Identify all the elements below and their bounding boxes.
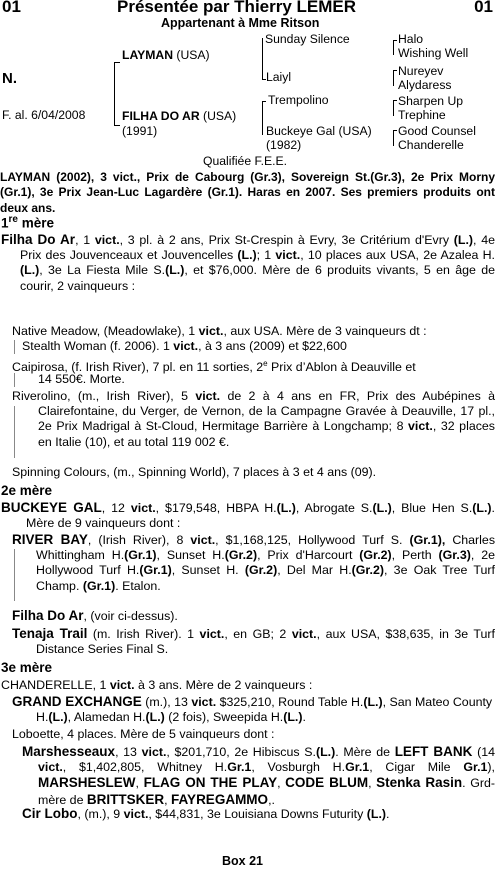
sire-name: LAYMAN (USA) <box>122 48 210 62</box>
dsd: Trephine <box>398 108 446 122</box>
qualification: Qualifiée F.E.E. <box>203 154 287 168</box>
produce-spinning-colours: Spinning Colours, (m., Spinning World), 7 places à 3 et 4 ans (09). <box>12 465 377 479</box>
dam-year: (1991) <box>122 124 158 138</box>
lot-number-right: 01 <box>474 0 493 16</box>
produce-grand-exchange: GRAND EXCHANGE (m.), 13 vict. $325,210, Round Table H.(L.), San Mateo County H.(L.), Alamedan H.(L.) (2 fois), Sweepida H.(L.). <box>12 694 493 725</box>
lot-number-left: 01 <box>2 0 21 16</box>
first-dam-heading: 1re mère <box>1 214 54 231</box>
ssd: Wishing Well <box>398 46 469 60</box>
produce-loboette: Loboette, 4 places. Mère de 5 vainqueurs dont : <box>12 727 275 741</box>
third-dam-paragraph: CHANDERELLE, 1 vict. à 3 ans. Mère de 2 vainqueurs : <box>1 678 313 692</box>
dds: Good Counsel <box>398 124 476 138</box>
produce-river-bay: RIVER BAY, (Irish River), 8 vict., $1,168,125, Hollywood Turf S. (Gr.1), Charles Whittingham H.(Gr.1), Sunset H.(Gr.2), Prix d'Harcourt (Gr.2), Perth (Gr.3), 2e Hollywood Turf H.(Gr.1), Sunset H. (Gr.2), Del Mar H.(Gr.2), 3e Oak Tree Turf Champ. (Gr.1). Etalon. <box>12 532 496 593</box>
ddd: Chanderelle <box>398 138 464 152</box>
first-dam-paragraph: Filha Do Ar, 1 vict., 3 pl. à 2 ans, Prix St-Crespin à Evry, 3e Critérium d'Evry (L.), 4e Prix des Jouvenceaux et Jouvencelles (L.); 1 vict., 10 places aux USA, 2e Azalea H.(L.), 3e La Fiesta Mile S.(L.), et $76,000. Mère de 6 produits vivants, 5 en âge de courir, 2 vainqueurs : <box>1 232 496 293</box>
produce-riverolino: Riverolino, (m., Irish River), 5 vict. de 2 à 4 ans en FR, Prix des Aubépines à Clairefontaine, du Verger, de Vernon, de la Campagne Gravée à Deauville, 17 pl., 2e Prix Madrigal à St-Cloud, Hermitage Barrière à Longchamp; 8 vict., 32 places en Italie (10), et au total 119 002 €. <box>12 389 495 449</box>
produce-caipirosa: Caipirosa, (f. Irish River), 7 pl. en 11 sorties, 2e Prix d’Ablon à Deauville et <box>12 359 416 375</box>
dss: Sharpen Up <box>398 94 464 108</box>
second-dam-paragraph: BUCKEYE GAL, 12 vict., $179,548, HBPA H.(L.), Abrogate S.(L.), Blue Hen S.(L.). Mère de 9 vainqueurs dont : <box>1 500 495 531</box>
sire-sire: Sunday Silence <box>265 32 350 46</box>
second-dam-heading: 2e mère <box>1 483 53 498</box>
owner-line: Appartenant à Mme Ritson <box>161 16 320 30</box>
dam-dam-year: (1982) <box>266 138 302 152</box>
sire-paragraph: LAYMAN (2002), 3 vict., Prix de Cabourg (Gr.3), Sovereign St.(Gr.3), 2e Prix Morny (Gr.1), 3e Prix Jean-Luc Lagardère (Gr.1). Haras en 2007. Ses premiers produits ont deux ans. <box>0 170 495 215</box>
produce-filha-do-ar: Filha Do Ar, (voir ci-dessus). <box>12 608 178 623</box>
sire-dam: Laiyl <box>266 70 292 84</box>
sds: Nureyev <box>398 64 444 78</box>
produce-tenaja-trail: Tenaja Trail (m. Irish River). 1 vict., en GB; 2 vict., aux USA, $38,635, in 3e Turf Distance Series Final S. <box>12 626 495 657</box>
page-title: Présentée par Thierry LEMER <box>117 0 357 16</box>
produce-caipirosa-2: 14 550€. Morte. <box>38 372 125 386</box>
produce-marshesseaux: Marshesseaux, 13 vict., $201,710, 2e Hibiscus S.(L.). Mère de LEFT BANK (14 vict., $1,402,805, Whitney H.Gr.1, Vosburgh H.Gr.1, Cigar Mile Gr.1), MARSHESLEW, FLAG ON THE PLAY, CODE BLUM, Stenka Rasin. Grd-mère de BRITTSKER, FAYREGAMMO,. <box>22 744 495 807</box>
dam-dam: Buckeye Gal (USA) <box>266 124 372 138</box>
box-number: Box 21 <box>222 854 263 868</box>
produce-cir-lobo-line: Cir Lobo, (m.), 9 vict., $44,831, 3e Louisiana Downs Futurity (L.). <box>22 806 390 821</box>
produce-native-meadow: Native Meadow, (Meadowlake), 1 vict., aux USA. Mère de 3 vainqueurs dt : <box>12 324 427 338</box>
horse-sex: N. <box>2 70 17 87</box>
horse-description: F. al. 6/04/2008 <box>2 108 86 122</box>
produce-stealth-woman: Stealth Woman (f. 2006). 1 vict., à 3 ans (2009) et $22,600 <box>22 339 347 353</box>
dam-name: FILHA DO AR (USA) <box>122 109 237 123</box>
sdd: Alydaress <box>398 78 452 92</box>
third-dam-heading: 3e mère <box>1 660 53 675</box>
dam-sire: Trempolino <box>268 93 329 107</box>
sss: Halo <box>398 32 424 46</box>
